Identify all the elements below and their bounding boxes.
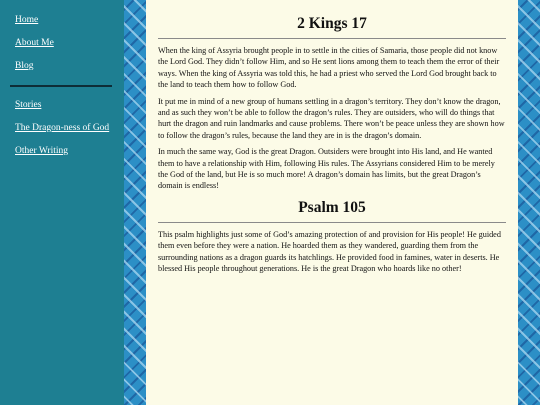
- sidebar: [0, 0, 124, 405]
- nav-link-stories[interactable]: Stories: [15, 100, 42, 110]
- nav-link-home[interactable]: Home: [15, 15, 39, 25]
- main-content: [146, 0, 518, 405]
- paragraph: This psalm highlights just some of God’s amazing protection of and provision for His people! He guided them even before they were a nation. He hoarded them as they wandered, guarding them from the surrounding nations as a dragon guards its hatchlings. He provided food in famines, water in deserts. He blessed His people throughout generations. He is the great Dragon who hoards like no other!: [158, 229, 501, 274]
- nav-link-dragon-ness-of-god[interactable]: The Dragon-ness of God: [15, 123, 110, 133]
- decorative-border-right: [518, 0, 540, 405]
- section-title-2-kings-17: 2 Kings 17: [297, 15, 367, 32]
- decorative-border-left: [124, 0, 146, 405]
- section-title-psalm-105: Psalm 105: [298, 198, 366, 216]
- title-divider: [158, 38, 506, 39]
- paragraph: It put me in mind of a new group of humans settling in a dragon’s territory. They don’t know the dragon, and as such they won’t be able to follow the dragon’s rules. They are outsiders, who will do things that hurt the dragon and ruin landmarks and cause problems. There won’t be peace unless they are shown how to follow the dragon’s rules, because the land they are in is the dragon’s domain.: [158, 96, 505, 140]
- nav-link-about-me[interactable]: About Me: [15, 38, 54, 48]
- nav-link-other-writing[interactable]: Other Writing: [15, 146, 69, 156]
- nav-link-blog[interactable]: Blog: [15, 61, 34, 71]
- title-divider: [158, 222, 506, 223]
- paragraph: When the king of Assyria brought people in to settle in the cities of Samaria, those people did not know the Lord God. They didn’t follow Him, and so He sent lions among them to teach them the error of their ways. When the king of Assyria was told this, he had a priest who served the Lord God brought back to the land to teach them how to follow God.: [158, 46, 500, 90]
- paragraph: In much the same way, God is the great Dragon. Outsiders were brought into His land, and He wanted them to have a relationship with Him, following His rules. The Assyrians considered Him to be merely the God of the land, but He is so much more! A dragon’s domain has limits, but the great Dragon’s domain is endless!: [158, 147, 495, 191]
- sidebar-divider: [10, 85, 112, 87]
